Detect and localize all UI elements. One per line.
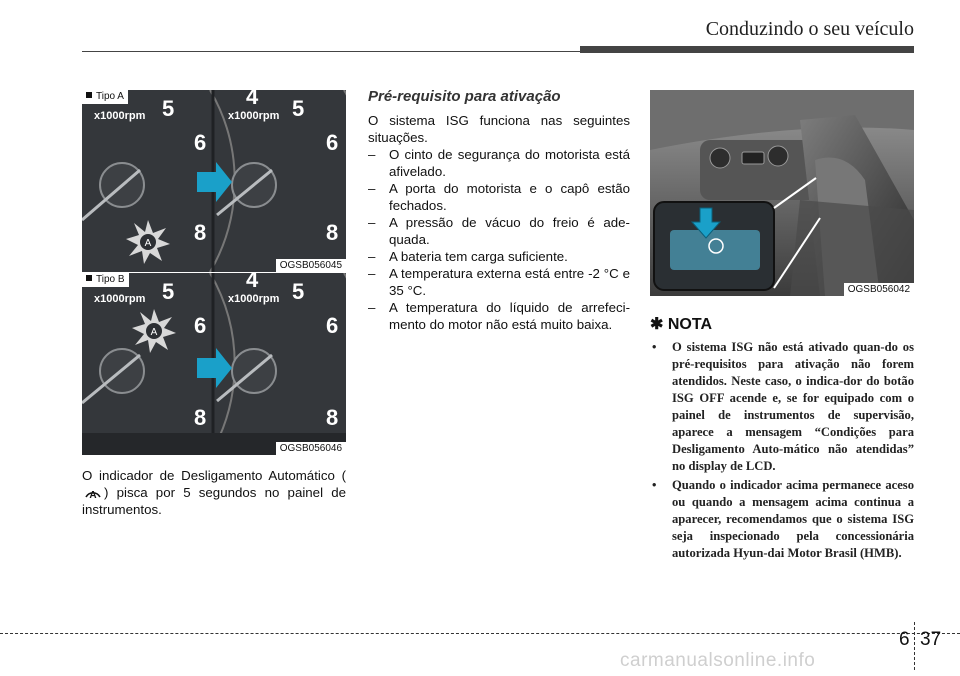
gauge-number: 6 — [194, 313, 207, 338]
watermark: carmanualsonline.info — [620, 650, 816, 671]
list-item: – A bateria tem carga suficiente. — [368, 249, 568, 264]
footer-rule — [0, 633, 960, 634]
list-item: – A porta do motorista e o capô estão fechados. — [368, 181, 630, 213]
figure-code: OGSB056042 — [844, 283, 914, 296]
chapter-title: Conduzindo o seu veículo — [705, 18, 914, 40]
note-item: • O sistema ISG não está ativado quan-do os pré-requisitos para ativação não forem atendidos. Neste caso, o indica-dor do botão ISG OFF acende e, se for equipado com o painel de instrumentos de supervisão, aparece a mensagem “Condições para Desligamento Auto-mático não atendidas” no display de LCD. — [652, 340, 914, 473]
gauge-number: 5 — [162, 96, 175, 121]
gauge-number: 8 — [194, 220, 207, 245]
gauge-number: 5 — [292, 96, 305, 121]
svg-text:A: A — [144, 238, 152, 249]
header-rule — [82, 51, 582, 52]
figure-label: Tipo B — [82, 273, 129, 287]
list-item: – A pressão de vácuo do freio é ade-quada. — [368, 215, 630, 247]
svg-text:A: A — [89, 490, 97, 499]
gauge-number: 8 — [194, 405, 207, 430]
note-title: ✱ NOTA — [650, 316, 712, 333]
figure-label: Tipo A — [82, 90, 128, 104]
chapter-number: 6 — [899, 629, 910, 650]
console-illustration — [650, 90, 914, 296]
figure-code: OGSB056046 — [276, 442, 346, 455]
note-item: • Quando o indicador acima permanece aceso ou quando a mensagem acima continua a aparecer, recomendamos que o sistema ISG seja inspecionado pela concessionária autorizada Hyun-dai Motor Brasil (HMB). — [652, 478, 914, 560]
gauge-number: 8 — [326, 220, 339, 245]
list-item: – A temperatura externa está entre -2 °C e 35 °C. — [368, 266, 630, 298]
gauge-number: 4 — [246, 90, 259, 109]
prerequisite-list — [368, 146, 630, 333]
gauge-number: 8 — [326, 405, 339, 430]
list-item: – O cinto de segurança do motorista está afivelado. — [368, 147, 630, 179]
note-list — [650, 339, 914, 564]
header-bar — [580, 46, 914, 53]
rpm-label: x1000rpm — [228, 110, 280, 122]
section-intro: O sistema ISG funciona nas seguintes situações. — [368, 113, 630, 145]
rpm-label: x1000rpm — [94, 293, 146, 305]
figure-tipo-b — [82, 273, 346, 455]
gauge-number: 6 — [194, 130, 207, 155]
indicator-paragraph: O indicador de Desligamento Automático ( A ) pisca por 5 segundos no painel de instrumentos. — [82, 468, 346, 517]
list-item: – A temperatura do líquido de arrefeci-mento do motor não está muito baixa. — [368, 300, 630, 332]
gauge-number: 5 — [162, 279, 175, 304]
gauge-number: 4 — [246, 273, 259, 292]
gauge-number: 5 — [292, 279, 305, 304]
section-title: Pré-requisito para ativação — [368, 88, 561, 105]
figure-console — [650, 90, 914, 296]
rpm-label: x1000rpm — [94, 110, 146, 122]
rpm-label: x1000rpm — [228, 293, 280, 305]
gauge-number: 6 — [326, 130, 339, 155]
figure-tipo-a — [82, 90, 346, 272]
gauge-number: 6 — [326, 313, 339, 338]
svg-text:A: A — [150, 327, 158, 338]
figure-code: OGSB056045 — [276, 259, 346, 272]
auto-stop-inline-icon — [82, 486, 104, 499]
footer-divider — [914, 622, 915, 670]
page-number: 37 — [920, 629, 942, 650]
